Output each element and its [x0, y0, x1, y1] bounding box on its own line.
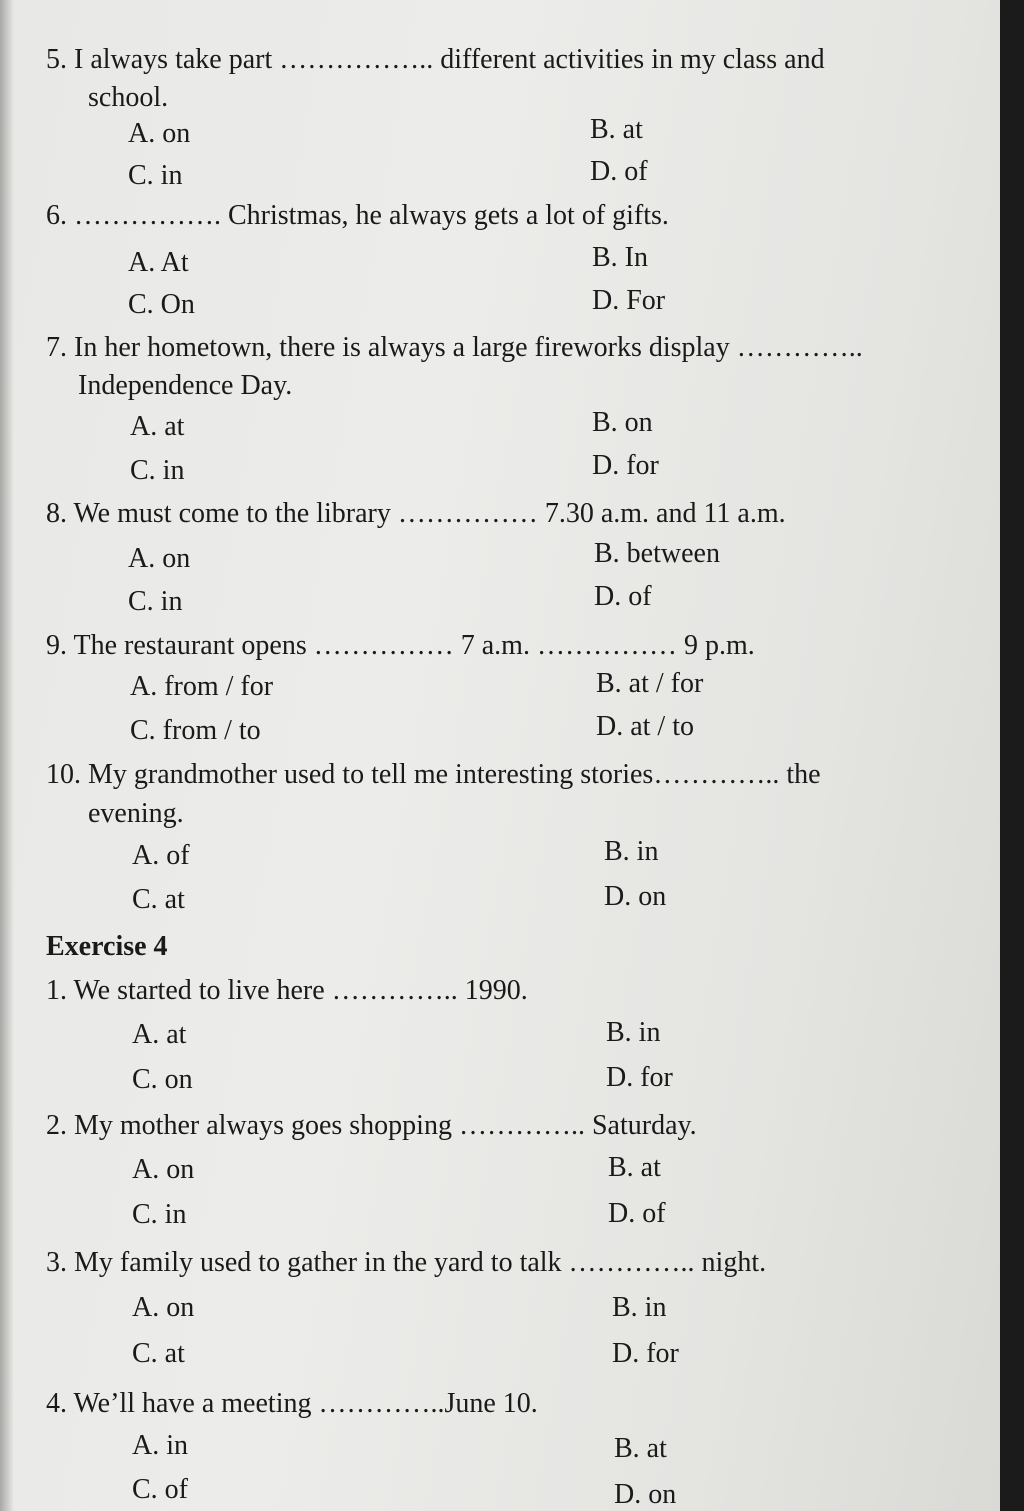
- exercise-4-question-1-option-a[interactable]: A. at: [132, 1019, 187, 1050]
- question-8-option-b[interactable]: B. between: [594, 538, 720, 569]
- question-10-option-c[interactable]: C. at: [132, 884, 185, 915]
- question-5-text-cont: school.: [88, 82, 169, 113]
- question-5-option-c[interactable]: C. in: [128, 160, 183, 191]
- exercise-4-question-1-text: 1. We started to live here ………….. 1990.: [46, 975, 528, 1006]
- question-7-text-cont: Independence Day.: [78, 370, 293, 401]
- exercise-4-question-4-option-b[interactable]: B. at: [614, 1433, 667, 1464]
- exercise-4-question-2-option-d[interactable]: D. of: [608, 1198, 666, 1229]
- question-5-option-b[interactable]: B. at: [590, 114, 643, 145]
- question-6-option-a[interactable]: A. At: [128, 247, 189, 278]
- exercise-4-question-3-option-b[interactable]: B. in: [612, 1292, 667, 1323]
- question-6-option-d[interactable]: D. For: [592, 285, 666, 316]
- exercise-4-question-4-option-a[interactable]: A. in: [132, 1430, 188, 1461]
- question-9-option-a[interactable]: A. from / for: [130, 671, 274, 702]
- exercise-4-question-3-option-d[interactable]: D. for: [612, 1338, 679, 1369]
- exercise-4-heading: Exercise 4: [46, 931, 168, 962]
- exercise-4-question-2-option-a[interactable]: A. on: [132, 1154, 195, 1185]
- exercise-4-question-2-option-c[interactable]: C. in: [132, 1199, 187, 1230]
- exercise-4-question-3-text: 3. My family used to gather in the yard to talk ………….. night.: [46, 1247, 767, 1278]
- question-8-option-d[interactable]: D. of: [594, 581, 652, 612]
- exercise-4-question-4-option-c[interactable]: C. of: [132, 1474, 188, 1505]
- exercise-4-question-4-text: 4. We’ll have a meeting …………..June 10.: [46, 1388, 538, 1419]
- question-7-option-a[interactable]: A. at: [130, 411, 185, 442]
- question-6-text: 6. ……………. Christmas, he always gets a lot of gifts.: [46, 200, 669, 231]
- exercise-4-question-1-option-c[interactable]: C. on: [132, 1064, 193, 1095]
- question-8-option-c[interactable]: C. in: [128, 586, 183, 617]
- question-5-option-a[interactable]: A. on: [128, 118, 191, 149]
- question-10-option-b[interactable]: B. in: [604, 836, 659, 867]
- question-9-option-c[interactable]: C. from / to: [130, 715, 261, 746]
- exercise-4-question-2-option-b[interactable]: B. at: [608, 1152, 661, 1183]
- question-5-text: 5. I always take part …………….. different activities in my class and: [46, 44, 825, 75]
- question-7-option-b[interactable]: B. on: [592, 407, 653, 438]
- exercise-4-question-3-option-c[interactable]: C. at: [132, 1338, 185, 1369]
- question-8-option-a[interactable]: A. on: [128, 543, 191, 574]
- question-10-text-cont: evening.: [88, 798, 184, 829]
- question-9-text: 9. The restaurant opens …………… 7 a.m. …………… 9 p.m.: [46, 630, 755, 661]
- question-10-option-d[interactable]: D. on: [604, 881, 667, 912]
- question-7-option-c[interactable]: C. in: [130, 455, 185, 486]
- question-6-option-b[interactable]: B. In: [592, 242, 648, 273]
- question-7-text: 7. In her hometown, there is always a large fireworks display …………..: [46, 332, 863, 363]
- exercise-4-question-3-option-a[interactable]: A. on: [132, 1292, 195, 1323]
- question-6-option-c[interactable]: C. On: [128, 289, 195, 320]
- question-7-option-d[interactable]: D. for: [592, 450, 659, 481]
- exercise-4-question-2-text: 2. My mother always goes shopping ………….. Saturday.: [46, 1110, 697, 1141]
- question-10-option-a[interactable]: A. of: [132, 840, 190, 871]
- question-5-option-d[interactable]: D. of: [590, 156, 648, 187]
- page-binding-edge: [1000, 0, 1024, 1511]
- question-9-option-b[interactable]: B. at / for: [596, 668, 704, 699]
- question-9-option-d[interactable]: D. at / to: [596, 711, 694, 742]
- exercise-4-question-1-option-d[interactable]: D. for: [606, 1062, 673, 1093]
- question-10-text: 10. My grandmother used to tell me interesting stories………….. the: [46, 759, 821, 790]
- exercise-4-question-4-option-d[interactable]: D. on: [614, 1479, 677, 1510]
- question-8-text: 8. We must come to the library …………… 7.30 a.m. and 11 a.m.: [46, 498, 786, 529]
- exercise-4-question-1-option-b[interactable]: B. in: [606, 1017, 661, 1048]
